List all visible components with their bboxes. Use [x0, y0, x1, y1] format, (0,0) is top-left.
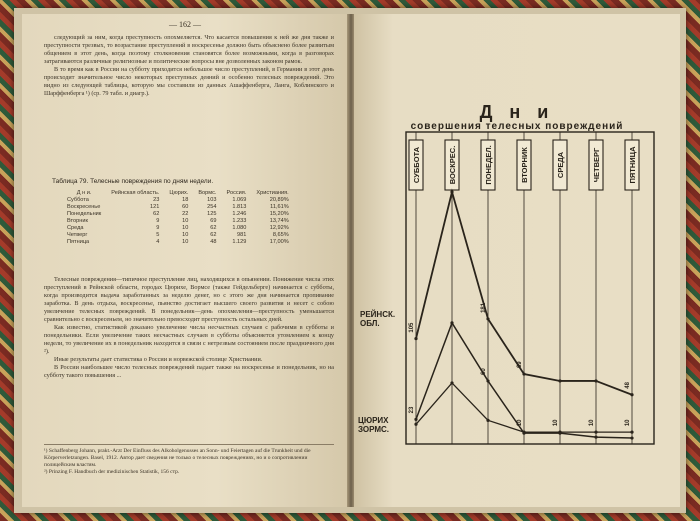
- chart-title: Д н и: [479, 102, 555, 122]
- table-cell: 69: [210, 217, 217, 224]
- data-point: [594, 379, 597, 382]
- table-cell: 13,74%: [269, 217, 289, 224]
- data-point: [486, 419, 489, 422]
- table-cell: 8,65%: [272, 231, 289, 238]
- data-point: [522, 372, 525, 375]
- table-cell: 125: [207, 210, 217, 217]
- table-cell: 62: [210, 224, 217, 231]
- day-label: ВОСКРЕС.: [448, 145, 457, 185]
- data-point: [522, 431, 525, 434]
- open-book: [14, 8, 686, 513]
- series-label-zurich-worms: ЦЮРИХ ЗОРМС.: [358, 416, 390, 434]
- table-cell: 5: [156, 231, 160, 238]
- table-cell: 10: [182, 224, 189, 231]
- table-cell: 23: [153, 196, 160, 203]
- left-page: [22, 14, 348, 507]
- data-point: [414, 423, 417, 426]
- data-point: [486, 317, 489, 320]
- table-cell: 60: [182, 203, 189, 210]
- data-label: 10: [553, 419, 559, 427]
- table-cell: Понедельник: [67, 210, 102, 217]
- data-label: 10: [589, 419, 595, 427]
- data-label: 48: [625, 382, 631, 389]
- footnote: ¹) Schaffenberg Johann, prakt.-Arzt Der Einfluss des Alkoholgenusses an Sonn- und Feiertagen auf die Trunkheit und die Körperverletzungen. Basel, 1912. Автор дает сведения не только о телесных повреждениях, но и о сопротивлении полицейским властям.: [44, 448, 311, 468]
- chart-subtitle: совершения телесных повреждений: [410, 121, 624, 132]
- table-cell: 1.813: [232, 203, 247, 210]
- day-label: ЧЕТВЕРГ: [592, 147, 601, 183]
- data-point: [630, 431, 633, 434]
- footnotes: [44, 444, 334, 476]
- paragraph: В России наибольшее число телесных повреждений падает также на воскресенье и понедельник, но на субботу такого повышения ...: [44, 364, 334, 379]
- data-label: 105: [409, 322, 415, 333]
- table-cell: Пятница: [67, 238, 90, 245]
- day-label: СРЕДА: [556, 151, 565, 179]
- table-cell: 48: [210, 238, 217, 245]
- table-cell: 1.246: [232, 210, 247, 217]
- series-label-rhine: РЕЙНСК. ОБЛ.: [360, 310, 396, 328]
- table-cell: 254: [207, 203, 217, 210]
- data-point: [486, 379, 489, 382]
- table-cell: 9: [156, 224, 160, 231]
- data-label: 60: [481, 368, 487, 375]
- table-cell: 62: [153, 210, 160, 217]
- data-point: [414, 418, 417, 421]
- table-row: [62, 211, 294, 218]
- body-text-top: [44, 34, 334, 98]
- day-label: СУББОТА: [412, 146, 421, 184]
- data-label: 69: [517, 361, 523, 369]
- table-cell: 17,00%: [269, 238, 289, 245]
- data-point: [414, 337, 417, 340]
- footnote: ²) Prinzing F. Handbuch der medizinischen Statistik, 156 стр.: [44, 469, 180, 475]
- table-row: [62, 197, 294, 204]
- table-header: Цюрих.: [169, 190, 189, 196]
- data-point: [630, 436, 633, 439]
- table-cell: Вторник: [67, 217, 88, 224]
- right-page: [354, 14, 680, 507]
- table-cell: 103: [207, 196, 217, 203]
- table-header: Д н и.: [76, 190, 92, 196]
- data-point: [630, 393, 633, 396]
- table-cell: 10: [182, 217, 189, 224]
- table-cell: 10: [182, 238, 189, 245]
- paragraph: следующий за ним, когда преступность опохмеляется. Что касается повышения к ней же дня также и преступности трезвых, то возрастание преступлений в воскресенье должно быть объяснено более развитым общением в этот день, когда поэтому столкновения становятся более возможными, когда в разговорах затрагиваются различные религиозные и политические вопросы вне дозволенных законом рамок.: [44, 34, 334, 65]
- page-number: — 162 —: [169, 20, 201, 29]
- table-cell: Среда: [67, 224, 84, 231]
- day-label: ВТОРНИК: [520, 147, 529, 183]
- data-label: 10: [517, 419, 523, 427]
- data-point: [594, 435, 597, 438]
- table-cell: 15,20%: [269, 210, 289, 217]
- day-label: ПЯТНИЦА: [628, 146, 637, 184]
- data-point: [594, 431, 597, 434]
- table-cell: 10: [182, 231, 189, 238]
- table-cell: Четверг: [67, 231, 88, 238]
- table-cell: Суббота: [67, 196, 89, 203]
- data-point: [558, 431, 561, 434]
- table-cell: 22: [182, 210, 189, 217]
- table-row: [62, 232, 294, 239]
- table-cell: 1.080: [232, 224, 247, 231]
- data-label: 10: [625, 419, 631, 427]
- table-header: Христиания.: [256, 190, 289, 196]
- table-row: [62, 204, 294, 211]
- table-cell: 1.069: [232, 196, 247, 203]
- table-title: Таблица 79. Телесные повреждения по дням недели.: [52, 178, 214, 185]
- table-cell: 1.233: [232, 217, 247, 224]
- data-point: [558, 379, 561, 382]
- paragraph: Как известно, статистикой доказано увеличение числа несчастных случаев с рабочими в субботы и понедельники. Если увеличение таких несчастных случаев в субботы объясняется утомлением к концу недели, то увеличение их в понедельник находится в связи с нетрезвым состоянием после праздничного дня ²).: [44, 324, 334, 355]
- table-cell: 62: [210, 231, 217, 238]
- table-cell: 12,92%: [269, 224, 289, 231]
- table-cell: 18: [182, 196, 189, 203]
- table-cell: 1.129: [232, 238, 247, 245]
- data-point: [450, 190, 453, 193]
- data-point: [450, 381, 453, 384]
- table-cell: 20,89%: [269, 196, 289, 203]
- data-point: [450, 321, 453, 324]
- table-row: [62, 218, 294, 225]
- day-label: ПОНЕДЕЛ.: [484, 145, 493, 185]
- table-header: Вормс.: [198, 190, 217, 196]
- data-label: 181: [481, 302, 487, 313]
- table-cell: Воскресенье: [67, 203, 101, 210]
- table-cell: 9: [156, 217, 160, 224]
- table-row: [62, 239, 294, 246]
- table-row: [62, 225, 294, 232]
- paragraph: Иные результаты дает статистика о России и норвежской столице Христиании.: [54, 356, 263, 363]
- data-label: 23: [409, 406, 415, 414]
- table-cell: 4: [156, 238, 160, 245]
- paragraph: В то время как в России на субботу приходится небольшое число преступлений, в Германии в этот день происходит значительное число некоторых преступных деяний и особенно телесных повреждений. Это видно из следующей таблицы, которую мы составили из данных Ашаффенберга, Ланга, Коблинского и Шарффенберга ¹) (ср. 79 табл. и диагр.).: [44, 66, 334, 97]
- table-header: Россия.: [226, 190, 247, 196]
- paragraph: Телесные повреждения—типичное преступление лиц, находящихся в опьянении. Понижение числа этих преступлений в Рейнской области, городах Цюрихе, Вормсе (также Гейдельберге) начинается с субботы, когда производится выдача заработанных за неделю денег, но с этого же дня начинается пропивание заработка. В день отдыха, воскресенье, пьянство достигает высшего своего развития и несет с собою увеличение телесных повреждений. В понедельник—день опохмеления—преступность уменьшается сравнительно с воскресеньем, но значительно превосходит преступность остальных дней.: [44, 276, 334, 323]
- table-header: Рейнская область.: [111, 190, 160, 196]
- table-cell: 11,61%: [270, 203, 289, 210]
- data-table: [62, 190, 294, 246]
- line-chart: [354, 14, 680, 507]
- body-text-bottom: [44, 276, 334, 380]
- table-cell: 121: [150, 203, 160, 210]
- table-cell: 981: [237, 231, 247, 238]
